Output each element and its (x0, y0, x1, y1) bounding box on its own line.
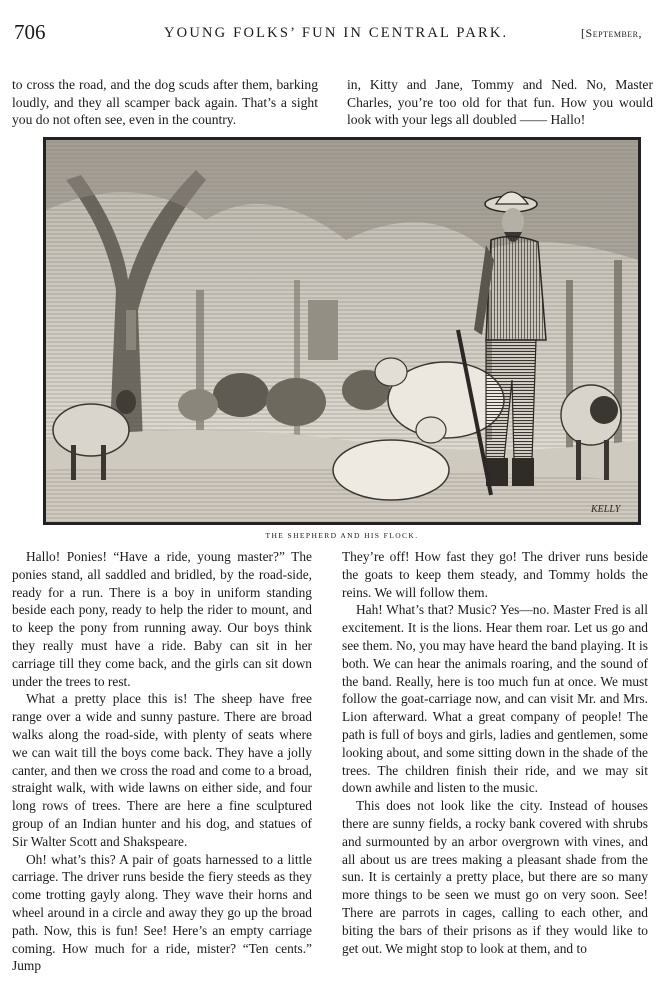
paragraph: Hah! What’s that? Music? Yes—no. Master Fred is all excitement. It is the lions. Hear them roar. Let us go and see them. No, you may have heard the band playing. It is both. We can hear the animals roaring, and the sound of the band. Really, here is too much fun at once. We must follow the goat-carriage now, and can visit Mr. and Mrs. Lion afterward. What a great company of people! The path is full of boys and girls, ladies and gentlemen, some looking about, and some sitting down in the shade of the trees. The children finish their ride, and we may sit down awhile and listen to the music. (342, 602, 648, 796)
running-title: YOUNG FOLKS’ FUN IN CENTRAL PARK. (164, 25, 509, 41)
paragraph: What a pretty place this is! The sheep have free range over a wide and sunny pasture. There are broad walks along the road-side, with plenty of seats where we can wait till the boys come back. They have a jolly canter, and then we cross the road and come to a broad, straight walk, with wide lawns on either side, and four long rows of trees. There are here a fine sculptured group of an Indian hunter and his dog, and statues of Sir Walter Scott and Shakspeare. (12, 691, 312, 849)
illustration-shepherd-flock (43, 137, 641, 525)
right-column (342, 548, 648, 957)
paragraph: Hallo! Ponies! “Have a ride, young master?” The ponies stand, all saddled and bridled, by the road-side, ready for a run. There is a boy in uniform standing beside each pony, ready to help the rider to mount, and to keep the pony from running away. Our boys think they really must have a ride. Baby can sit in her carriage till they come back, and the girls can sit down under the trees to rest. (12, 549, 312, 689)
engraving-image (46, 140, 638, 522)
page-number: 706 (14, 20, 46, 44)
issue-month: [September, (581, 26, 642, 40)
paragraph: in, Kitty and Jane, Tommy and Ned. No, Master Charles, you’re too old for that fun. How you would look with your legs all doubled —— Hallo! (347, 77, 653, 127)
page-header (14, 20, 642, 44)
top-right-text (347, 76, 653, 129)
paragraph: Oh! what’s this? A pair of goats harnessed to a little carriage. The driver runs beside the fiery steeds as they come trotting gayly along. They wave their horns and wheel around in a circle and away they go up the broad path. Now, this is fun! See! Here’s an empty carriage coming. How much for a ride, mister? “Ten cents.” Jump (12, 851, 312, 974)
figure-caption: THE SHEPHERD AND HIS FLOCK. (265, 531, 419, 540)
paragraph: to cross the road, and the dog scuds after them, barking loudly, and they all scamper back again. That’s a sight you do not often see, even in the country. (12, 77, 318, 127)
artist-signature: KELLY (591, 504, 621, 515)
left-column (12, 548, 312, 975)
paragraph: They’re off! How fast they go! The driver runs beside the goats to keep them steady, and Tommy holds the reins. We will follow them. (342, 549, 648, 600)
top-left-text (12, 76, 318, 129)
paragraph: This does not look like the city. Instead of houses there are sunny fields, a rocky bank covered with shrubs and surmounted by an arbor overgrown with vines, and all about us are trees making a pleasant shade from the sun. It is certainly a pretty place, but there are so many more things to be seen we must go on very soon. See! There are parrots in cages, calling to each other, and biting the bars of their prisons as if they would like to get out. We might stop to look at them, and to (342, 798, 648, 956)
